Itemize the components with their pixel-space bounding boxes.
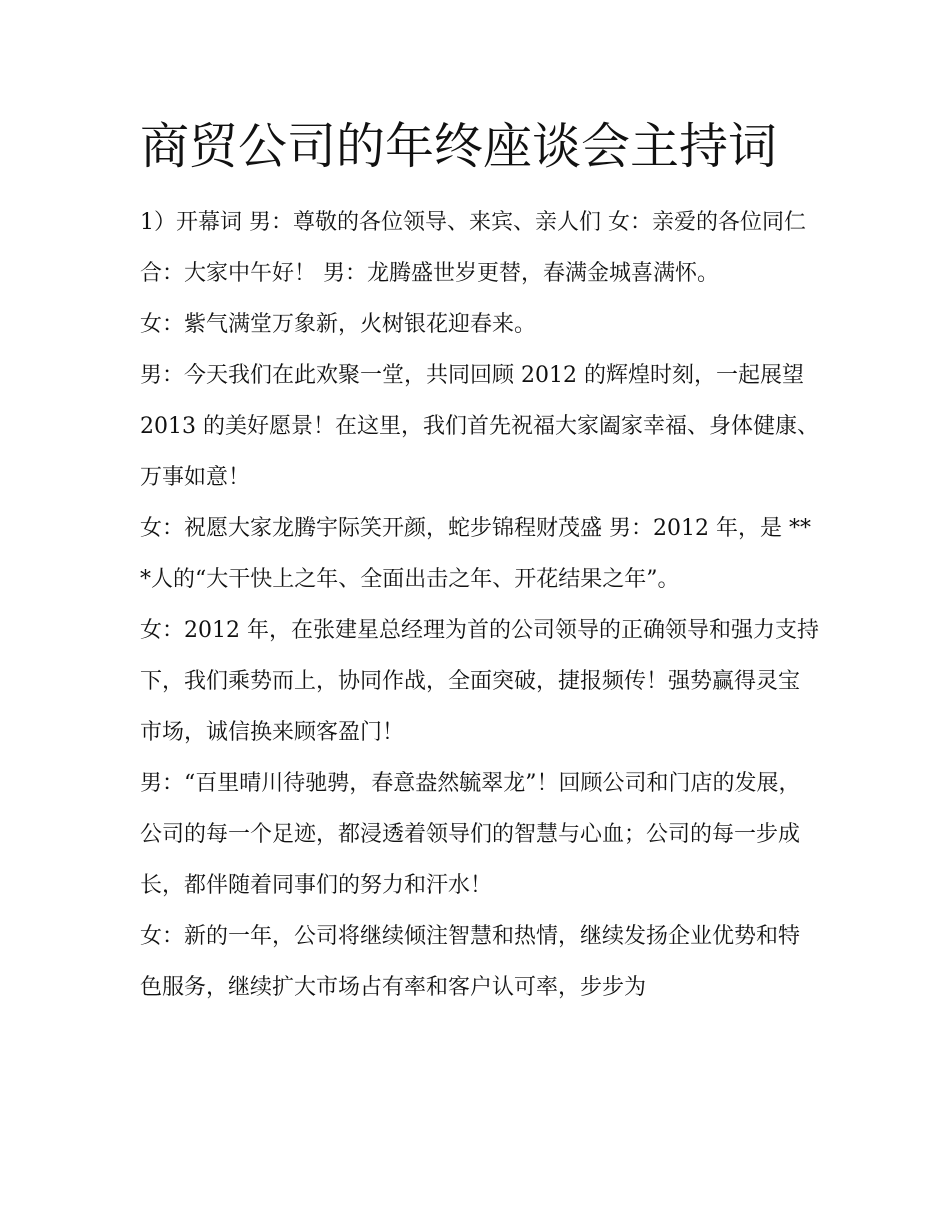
document-title: 商贸公司的年终座谈会主持词 <box>140 118 778 175</box>
paragraph: 女：祝愿大家龙腾宇际笑开颜，蛇步锦程财茂盛 男：2012 年，是 ***人的“大干快上之年、全面出击之年、开花结果之年”。 <box>140 516 811 592</box>
document-body <box>140 197 820 1013</box>
paragraph: 女：2012 年，在张建星总经理为首的公司领导的正确领导和强力支持下，我们乘势而上，协同作战，全面突破，捷报频传！强势赢得灵宝市场，诚信换来顾客盈门！ <box>140 618 819 745</box>
paragraph: 男：今天我们在此欢聚一堂，共同回顾 2012 的辉煌时刻，一起展望 2013 的美好愿景！在这里，我们首先祝福大家阖家幸福、身体健康、万事如意！ <box>140 363 819 490</box>
paragraph: 女：新的一年，公司将继续倾注智慧和热情，继续发扬企业优势和特色服务，继续扩大市场占有率和客户认可率，步步为 <box>140 924 801 1000</box>
paragraph-opening: 1）开幕词 男：尊敬的各位领导、来宾、亲人们 女：亲爱的各位同仁 合：大家中午好！ 男：龙腾盛世岁更替，春满金城喜满怀。 <box>140 210 806 286</box>
paragraph: 男：“百里晴川待驰骋，春意盎然毓翠龙”！回顾公司和门店的发展，公司的每一个足迹，都浸透着领导们的智慧与心血；公司的每一步成长，都伴随着同事们的努力和汗水！ <box>140 771 801 898</box>
paragraph: 女：紫气满堂万象新，火树银花迎春来。 <box>140 312 537 337</box>
